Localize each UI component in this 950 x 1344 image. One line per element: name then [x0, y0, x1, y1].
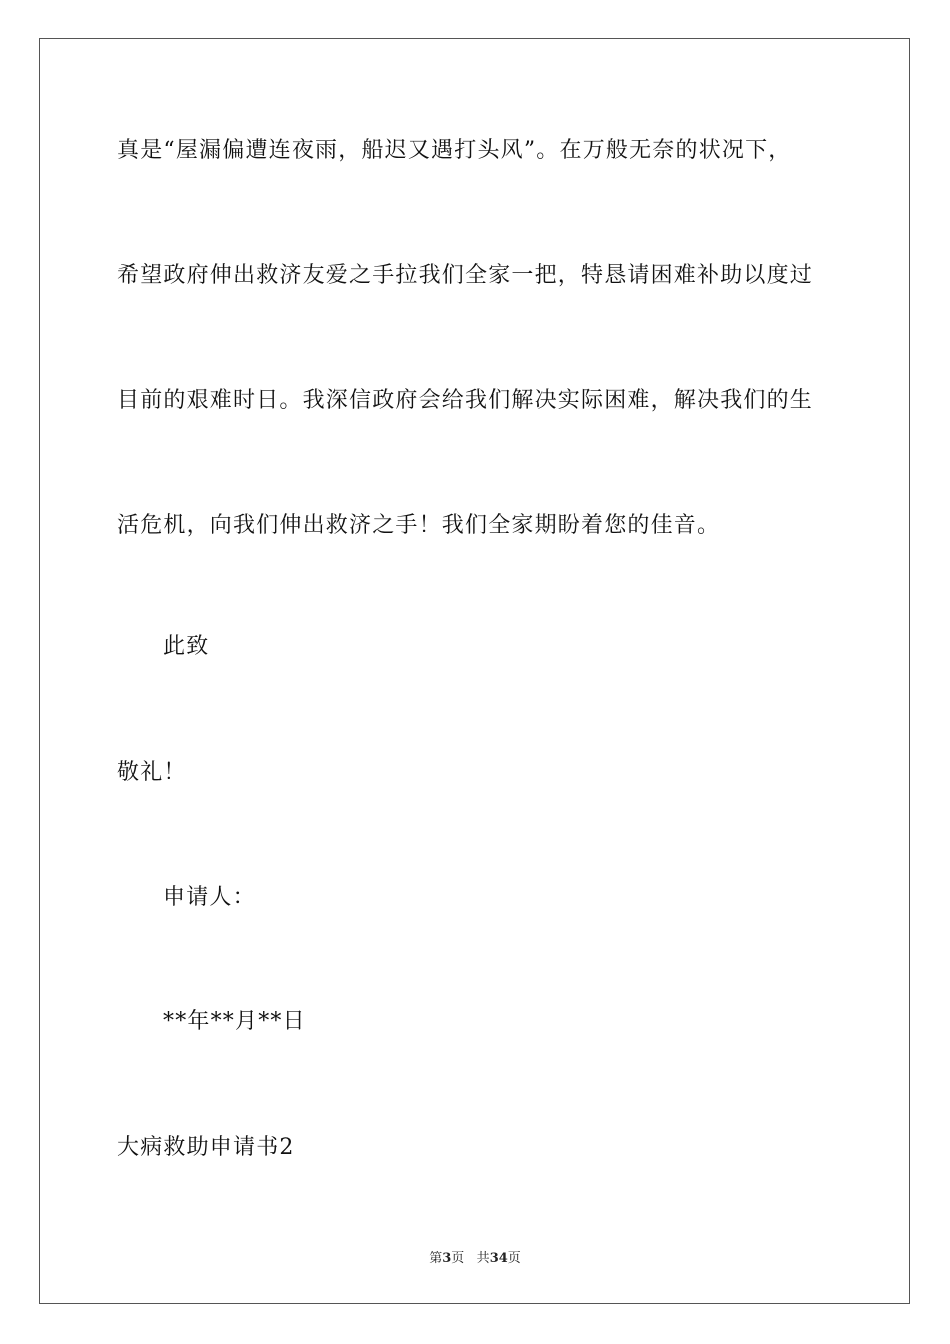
- paragraph-line-4: 活危机，向我们伸出救济之手！我们全家期盼着您的佳音。: [117, 513, 721, 538]
- footer-page-suffix: 页: [451, 1251, 465, 1266]
- page-footer: [0, 1247, 950, 1266]
- applicant-label: 申请人：: [163, 885, 256, 910]
- footer-page-number: 3: [442, 1251, 452, 1266]
- next-section-title: 大病救助申请书2: [117, 1135, 295, 1160]
- paragraph-line-1: 真是“屋漏偏遭连夜雨，船迟又遇打头风”。在万般无奈的状况下，: [117, 138, 792, 163]
- paragraph-line-3: 目前的艰难时日。我深信政府会给我们解决实际困难，解决我们的生: [117, 388, 814, 413]
- footer-total-suffix: 页: [507, 1251, 521, 1266]
- closing-text: 此致: [163, 634, 210, 659]
- footer-total-pages: 34: [489, 1251, 508, 1266]
- footer-prefix: 第: [429, 1251, 443, 1266]
- date-text: **年**月**日: [163, 1009, 306, 1034]
- salute-text: 敬礼！: [117, 760, 187, 785]
- page-frame: [39, 38, 910, 1304]
- footer-total-prefix: 共: [476, 1251, 490, 1266]
- paragraph-line-2: 希望政府伸出救济友爱之手拉我们全家一把，特恳请困难补助以度过: [117, 263, 814, 288]
